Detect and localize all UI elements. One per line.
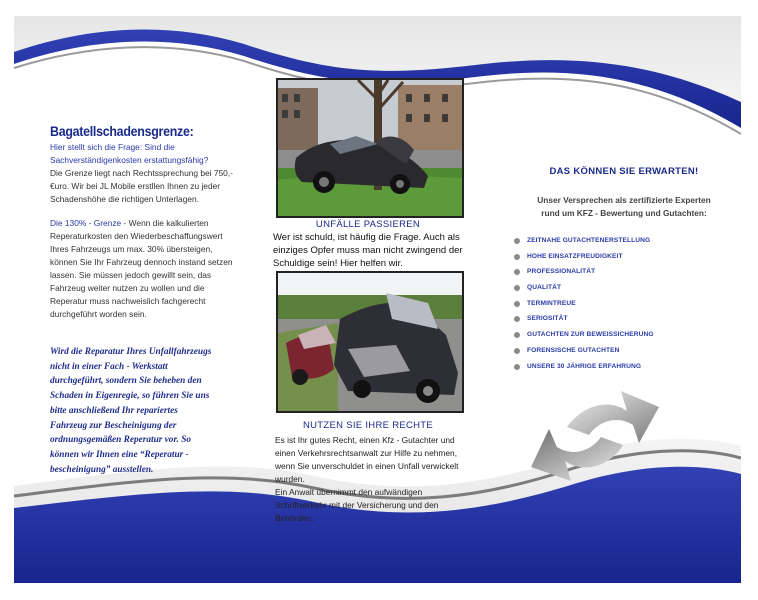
list-item: TERMINTREUE xyxy=(513,296,654,312)
accident-photo-tree xyxy=(276,78,464,218)
recycle-arrows-icon xyxy=(519,381,669,491)
rule-130-line xyxy=(50,217,209,230)
rule-130-label: Die 130% - Grenze - xyxy=(50,218,127,228)
italic-line: nicht in einer Fach - Werkstatt xyxy=(50,361,168,372)
list-item: GUTACHTEN ZUR BEWEISSICHERUNG xyxy=(513,327,654,343)
text2-line-3: wenn Sie unverschuldet in einen Unfall verwickelt xyxy=(275,461,459,471)
list-item: UNSERE 30 JÄHRIGE ERFAHRUNG xyxy=(513,359,654,375)
list-item: SERIOSITÄT xyxy=(513,311,654,327)
bullet-icon xyxy=(514,348,520,354)
bagatell-heading: Bagatellschadensgrenze: xyxy=(50,124,194,139)
bullet-icon xyxy=(514,238,520,244)
brochure-sheet xyxy=(14,16,741,583)
caption-accidents: UNFÄLLE PASSIEREN xyxy=(315,219,421,230)
bullet-icon xyxy=(514,269,520,275)
bullet-icon xyxy=(514,301,520,307)
list-item: HOHE EINSATZFREUDIGKEIT xyxy=(513,249,654,265)
text1-line-2: einziges Opfer muss man nicht zwingend der xyxy=(273,245,463,256)
question-line-1: Hier stellt sich die Frage: Sind die xyxy=(50,142,175,152)
italic-line: bescheinigung” ausstellen. xyxy=(50,464,154,475)
list-item: ZEITNAHE GUTACHTENERSTELLUNG xyxy=(513,233,654,249)
italic-line: Wird die Reparatur Ihres Unfallfahrzeugs xyxy=(50,347,212,357)
subtitle-line-1: Unser Versprechen als zertifizierte Experten xyxy=(537,195,711,205)
italic-line: bitte anschließend Ihr repariertes xyxy=(50,405,178,416)
bullet-icon xyxy=(514,254,520,260)
rule-130-rest: Wenn die kalkulierten xyxy=(126,218,209,228)
paragraph1-line-3: Schadenshöhe die richtigen Unterlagen. xyxy=(50,194,199,204)
bullet-icon xyxy=(514,364,520,370)
text1-line-3: Schuldige sein! Hier helfen wir. xyxy=(273,258,403,269)
question-line-2: Sachverständigenkosten erstattungsfähig? xyxy=(50,155,209,165)
list-item: PROFESSIONALITÄT xyxy=(513,264,654,280)
paragraph2-line-1: Reperaturkosten den Wiederbeschaffungswert xyxy=(50,231,223,241)
italic-line: Fahrzeug zur Bescheinigung der xyxy=(50,420,177,431)
subtitle-line-2: rund um KFZ - Bewertung und Gutachten: xyxy=(541,207,707,218)
caption-rights: NUTZEN SIE IHRE RECHTE xyxy=(302,420,434,431)
paragraph2-line-4: lassen. Sie müssen jedoch gewillt sein, das xyxy=(50,270,212,280)
bullet-icon xyxy=(514,332,520,338)
italic-line: Schaden in Eigenregie, so führen Sie uns xyxy=(50,391,210,402)
italic-note xyxy=(50,345,235,477)
list-item: FORENSISCHE GUTACHTEN xyxy=(513,343,654,359)
bullet-icon xyxy=(514,316,520,322)
expectations-title: DAS KÖNNEN SIE ERWARTEN! xyxy=(549,166,699,177)
accident-photo-collision xyxy=(276,271,464,413)
italic-line: können wir Ihnen eine “Reperatur - xyxy=(50,449,189,460)
paragraph2-line-2: Ihres Fahrzeugs um max. 30% übersteigen, xyxy=(50,244,213,254)
paragraph2-line-7: durchgeführt worden sein. xyxy=(50,309,147,319)
promise-list xyxy=(513,233,654,374)
paragraph2-line-3: können Sie Ihr Fahrzeug dennoch instand setzen xyxy=(50,257,233,267)
italic-line: ordnungsgemäßen Reperatur vor. So xyxy=(50,435,192,446)
text2-line-7: Behörden. xyxy=(275,513,314,523)
text2-line-1: Es ist Ihr gutes Recht, einen Kfz - Gutachter und xyxy=(275,435,455,445)
text2-line-2: einen Verkehrsrechtsanwalt zur Hilfe zu nehmen, xyxy=(275,448,458,458)
text2-line-6: Schriftverkehr mit der Versicherung und den xyxy=(275,500,439,510)
paragraph2-line-5: Fahrzeug weiter nutzen zu wollen und die xyxy=(50,283,205,293)
expectations-subtitle xyxy=(504,194,741,219)
text2-line-5: Ein Anwalt übernimmt den aufwändigen xyxy=(275,487,423,497)
italic-line: durchgeführt, sondern Sie beheben den xyxy=(50,376,202,387)
bullet-icon xyxy=(514,285,520,291)
text2-line-4: wurden. xyxy=(275,474,305,484)
list-item: QUALITÄT xyxy=(513,280,654,296)
paragraph1-line-1: Die Grenze liegt nach Rechtssprechung bei 750,- xyxy=(50,168,233,178)
text1-line-1: Wer ist schuld, ist häufig die Frage. Auch als xyxy=(273,232,460,243)
paragraph1-line-2: €uro. Wir bei JL Mobile erstllen Ihnen zu jeder xyxy=(50,181,221,191)
paragraph2-line-6: Reperatur muss nachweislich fachgerecht xyxy=(50,296,206,306)
